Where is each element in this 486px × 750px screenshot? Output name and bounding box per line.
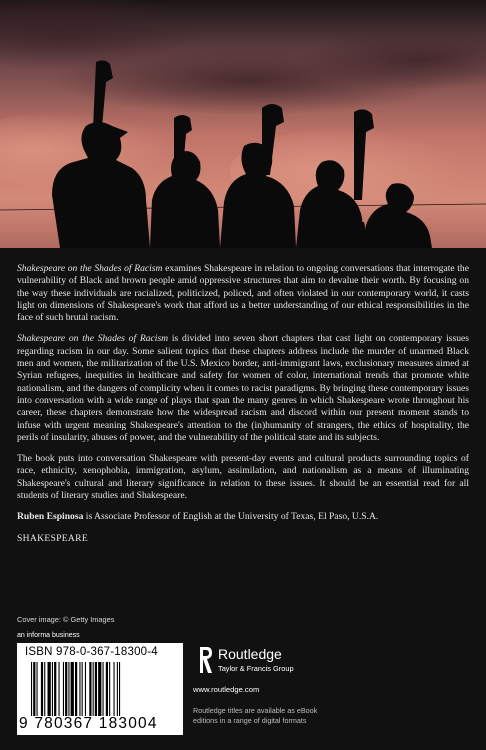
barcode-bar — [44, 662, 45, 716]
barcode-bar — [54, 662, 56, 716]
barcode-bar — [98, 662, 101, 716]
informa-business-tagline: an informa business — [17, 632, 80, 639]
barcode-bar — [41, 662, 43, 716]
protest-silhouette-image — [0, 0, 486, 248]
blurb-paragraph-1-text: examines Shakespeare in relation to ongoing conversations that interrogate the vulnerability of Black and brown people amid oppressive structures that aim to devalue their worth. By focusing on the way these individuals are racialized, politicized, policed, and often violated in our contemporary world, it casts light on dimensions of Shakespeare's work that afford us a better understanding of our ethical responsibilities in the face of such brutal racism. — [17, 263, 469, 324]
barcode-bar — [65, 662, 67, 716]
blurb-paragraph-2-text: is divided into seven short chapters that cast light on contemporary issues regarding racism in our day. Some salient topics that these chapters address include the murder of unarmed Black men and women, the militarization of the U.S. Mexico border, anti-immigrant laws, exclusionary measures aimed at Syrian refugees, inequities in healthcare and safety for women of color, international trends that promote white nationalism, and the dangers of complicity when it comes to racist paradigms. By bringing these contemporary issues into conversation with a wide range of plays that span the many genres in which Shakespeare wrote throughout his career, these chapters demonstrate how the widespread racism and discord within our present moment stands to infuse with urgent meaning Shakespeare's attention to the (in)humanity of strangers, the ethics of hospitality, the perils of insularity, abuses of power, and the vulnerability of the political state and its subjects. — [17, 333, 469, 443]
barcode-bar — [52, 662, 53, 716]
barcode-bar — [114, 662, 115, 716]
barcode-bar — [109, 662, 110, 716]
blurb-paragraph-3 — [17, 453, 469, 502]
cover-image-credit: Cover image: © Getty Images — [17, 615, 115, 624]
blurb-paragraph-1 — [17, 263, 469, 324]
barcode-bar — [89, 662, 91, 716]
barcode-bar — [117, 662, 118, 716]
publisher-url[interactable]: www.routledge.com — [193, 685, 260, 694]
blurb-paragraph-3-text: The book puts into conversation Shakespeare with present-day events and cultural products surrounding topics of race, ethnicity, xenophobia, immigration, asylum, assimilation, and nationalism as a means of illuminating Shakespeare's cultural and literary significance in relation to these issues. It should be an essential read for all students of literary studies and Shakespeare. — [17, 453, 469, 502]
barcode-bar — [106, 662, 108, 716]
barcode-bar — [37, 662, 38, 716]
isbn-barcode-panel — [17, 643, 183, 735]
barcode-icon — [31, 662, 171, 716]
barcode-digits: 9 780367 183004 — [19, 715, 158, 732]
book-title-italic: Shakespeare on the Shades of Racism — [17, 263, 163, 274]
blurb-paragraph-2 — [17, 333, 469, 444]
barcode-bar — [103, 662, 104, 716]
barcode-bar — [75, 662, 77, 716]
back-cover-blurb — [17, 263, 469, 554]
barcode-bar — [119, 662, 120, 716]
publisher-name: Routledge — [218, 646, 282, 662]
routledge-logo-icon — [197, 645, 213, 675]
author-name: Ruben Espinosa — [17, 511, 84, 523]
barcode-bar — [59, 662, 60, 716]
publisher-group: Taylor & Francis Group — [218, 664, 294, 673]
barcode-bar — [95, 662, 97, 716]
barcode-bar — [63, 662, 64, 716]
barcode-bar — [33, 662, 35, 716]
author-bio — [17, 511, 469, 523]
subject-category: SHAKESPEARE — [17, 532, 88, 544]
barcode-bar — [31, 662, 32, 716]
barcode-bar — [68, 662, 69, 716]
author-bio-text: is Associate Professor of English at the University of Texas, El Paso, U.S.A. — [83, 511, 379, 523]
barcode-bar — [93, 662, 94, 716]
barcode-bar — [48, 662, 51, 716]
ebook-availability-note: Routledge titles are available as eBook editions in a range of digital formats — [193, 706, 318, 725]
cover-photo-raised-fists — [0, 0, 486, 248]
barcode-bar — [82, 662, 83, 716]
book-title-italic: Shakespeare on the Shades of Racism — [17, 333, 169, 345]
barcode-bar — [79, 662, 80, 716]
isbn-number: ISBN 978-0-367-18300-4 — [25, 646, 158, 658]
barcode-bar — [85, 662, 86, 716]
barcode-bar — [71, 662, 74, 716]
